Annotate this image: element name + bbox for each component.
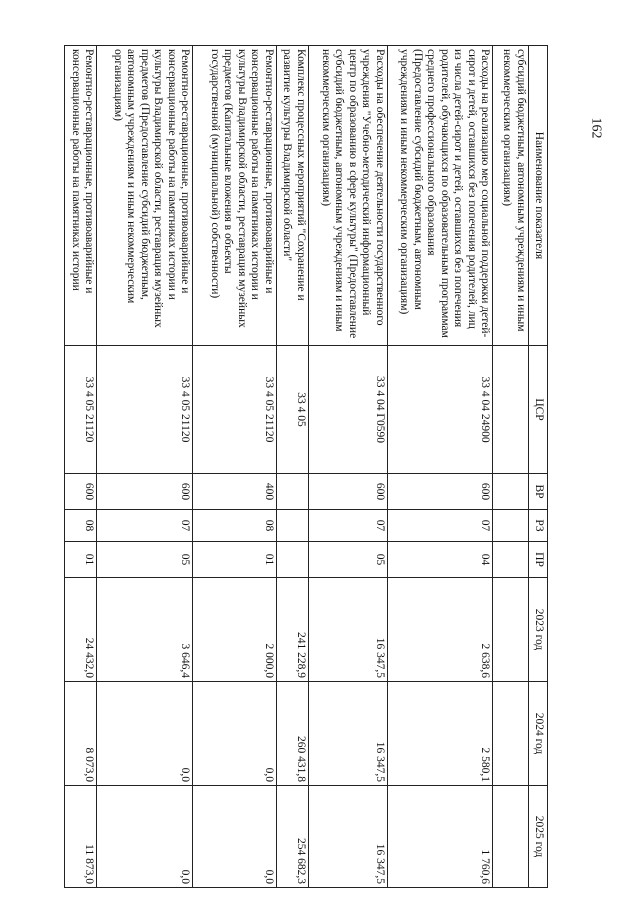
page-number: 162 bbox=[588, 117, 604, 139]
header-vr: ВР bbox=[529, 474, 548, 510]
cell-2024: 260 431,8 bbox=[276, 682, 308, 786]
cell-csr: 33 4 05 21120 bbox=[193, 346, 276, 474]
cell-2023: 241 228,9 bbox=[276, 578, 308, 682]
cell-vr: 600 bbox=[97, 474, 193, 510]
cell-2025: 11 873,0 bbox=[65, 786, 97, 888]
header-csr: ЦСР bbox=[529, 346, 548, 474]
cell-2024: 0,0 bbox=[97, 682, 193, 786]
cell-2023: 3 646,4 bbox=[97, 578, 193, 682]
cell-vr bbox=[276, 474, 308, 510]
table-row bbox=[65, 46, 97, 888]
cell-name: Ремонтно-реставрационные, противоаварийные и консервационные работы на памятниках истории и культуры Владимирской области, реставрация музейных предметов (Капитальные вложения в объекты государственной (муниципальной) собственности) bbox=[193, 46, 276, 346]
cell-pr bbox=[493, 542, 529, 578]
cell-pr: 04 bbox=[387, 542, 493, 578]
cell-csr: 33 4 04 24900 bbox=[387, 346, 493, 474]
cell-2024: 0,0 bbox=[193, 682, 276, 786]
cell-csr: 33 4 05 21120 bbox=[65, 346, 97, 474]
cell-vr: 400 bbox=[193, 474, 276, 510]
cell-rz: 07 bbox=[308, 510, 387, 542]
cell-2023 bbox=[493, 578, 529, 682]
cell-2025: 0,0 bbox=[193, 786, 276, 888]
cell-2025: 254 682,3 bbox=[276, 786, 308, 888]
cell-2025: 1 760,6 bbox=[387, 786, 493, 888]
cell-pr: 05 bbox=[308, 542, 387, 578]
header-name: Наименование показателя bbox=[529, 46, 548, 346]
cell-rz: 07 bbox=[387, 510, 493, 542]
cell-2024: 2 580,1 bbox=[387, 682, 493, 786]
header-2024: 2024 год bbox=[529, 682, 548, 786]
cell-2024: 16 347,5 bbox=[308, 682, 387, 786]
cell-2023: 2 000,0 bbox=[193, 578, 276, 682]
cell-vr: 600 bbox=[308, 474, 387, 510]
cell-name: Ремонтно-реставрационные, противоаварийные и консервационные работы на памятниках истории bbox=[65, 46, 97, 346]
table-header-row bbox=[529, 46, 548, 888]
table-row bbox=[493, 46, 529, 888]
cell-vr: 600 bbox=[65, 474, 97, 510]
cell-rz: 08 bbox=[193, 510, 276, 542]
cell-rz bbox=[493, 510, 529, 542]
header-2023: 2023 год bbox=[529, 578, 548, 682]
budget-table bbox=[64, 45, 548, 888]
cell-csr: 33 4 05 bbox=[276, 346, 308, 474]
rotated-table-container bbox=[64, 45, 548, 887]
table-row bbox=[193, 46, 276, 888]
cell-2024 bbox=[493, 682, 529, 786]
cell-csr bbox=[493, 346, 529, 474]
cell-name: Расходы на реализацию мер социальной поддержки детей-сирот и детей, оставшихся без попечения родителей, лиц из числа детей-сирот и детей, оставшихся без попечения родителей, обучающихся по образовательным программам среднего профессионального образования (Предоставление субсидий бюджетным, автономным учреждениям и иным некоммерческим организациям) bbox=[387, 46, 493, 346]
cell-rz bbox=[276, 510, 308, 542]
cell-name: Ремонтно-реставрационные, противоаварийные и консервационные работы на памятниках истории и культуры Владимирской области, реставрация музейных предметов (Предоставление субсидий бюджетным, автономным учреждениям и иным некоммерческим организациям) bbox=[97, 46, 193, 346]
cell-2024: 8 073,0 bbox=[65, 682, 97, 786]
table-row bbox=[387, 46, 493, 888]
cell-2025 bbox=[493, 786, 529, 888]
header-2025: 2025 год bbox=[529, 786, 548, 888]
cell-pr bbox=[276, 542, 308, 578]
cell-name: Расходы на обеспечение деятельности государственного учреждения "Учебно-методический информационный центр по образованию в сфере культуры" (Предоставление субсидий бюджетным, автономным учреждениям и иным некоммерческим организациям) bbox=[308, 46, 387, 346]
table-row bbox=[97, 46, 193, 888]
header-rz: РЗ bbox=[529, 510, 548, 542]
cell-name: Комплекс процессных мероприятий "Сохранение и развитие культуры Владимирской области" bbox=[276, 46, 308, 346]
cell-2023: 24 432,0 bbox=[65, 578, 97, 682]
cell-rz: 08 bbox=[65, 510, 97, 542]
cell-csr: 33 4 04 Г0590 bbox=[308, 346, 387, 474]
table-row bbox=[308, 46, 387, 888]
cell-2025: 0,0 bbox=[97, 786, 193, 888]
cell-vr bbox=[493, 474, 529, 510]
cell-2025: 16 347,5 bbox=[308, 786, 387, 888]
cell-csr: 33 4 05 21120 bbox=[97, 346, 193, 474]
header-pr: ПР bbox=[529, 542, 548, 578]
cell-pr: 05 bbox=[97, 542, 193, 578]
cell-name: субсидий бюджетным, автономным учреждениям и иным некоммерческим организациям) bbox=[493, 46, 529, 346]
table-row bbox=[276, 46, 308, 888]
cell-vr: 600 bbox=[387, 474, 493, 510]
cell-2023: 16 347,5 bbox=[308, 578, 387, 682]
cell-rz: 07 bbox=[97, 510, 193, 542]
cell-pr: 01 bbox=[193, 542, 276, 578]
cell-pr: 01 bbox=[65, 542, 97, 578]
cell-2023: 2 638,6 bbox=[387, 578, 493, 682]
